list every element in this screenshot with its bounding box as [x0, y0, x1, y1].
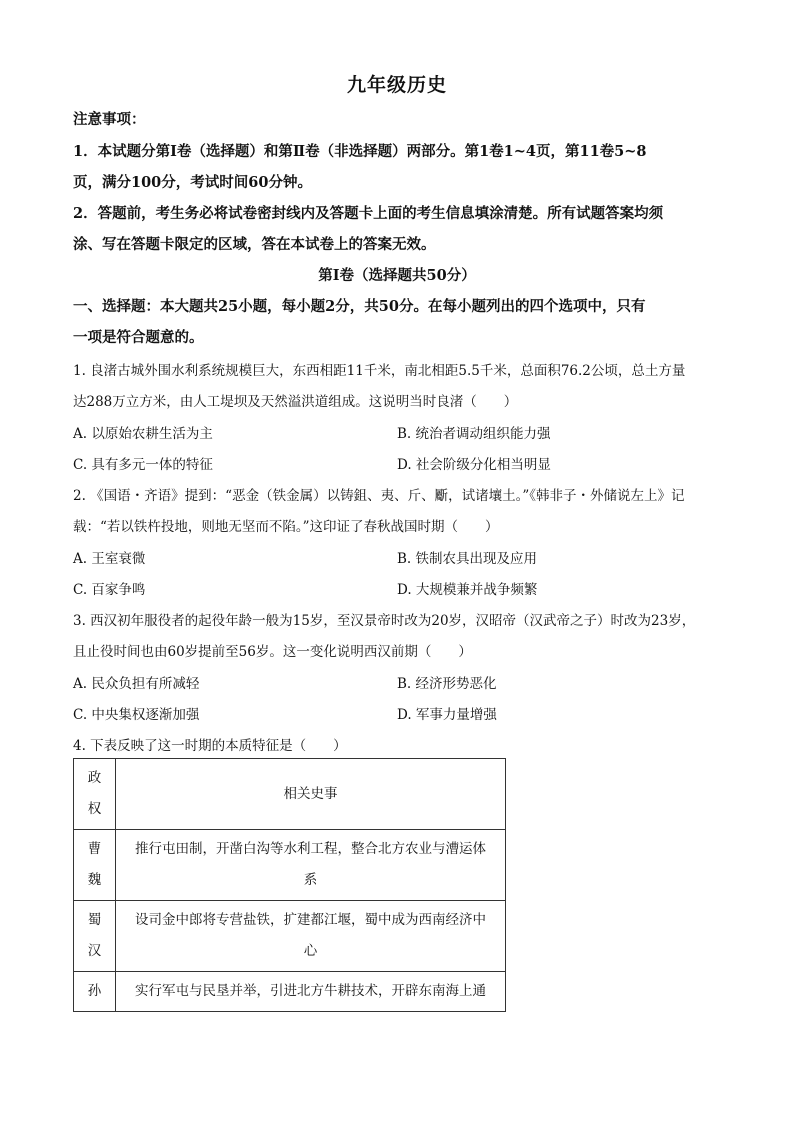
part-1-instruction-line-1: 一、选择题：本大题共25小题，每小题2分，共50分。在每小题列出的四个选项中，只有 — [73, 298, 646, 315]
regime-char-1: 蜀 — [87, 912, 102, 928]
question-1-stem-line-1: 1. 良渚古城外围水利系统规模巨大，东西相距11千米，南北相距5.5千米，总面积76.2公顷，总土方量 — [73, 363, 686, 379]
table-cell-events — [116, 901, 506, 972]
notice-item-2-line-2: 涂、写在答题卡限定的区域，答在本试卷上的答案无效。 — [73, 236, 436, 253]
question-3-option-b: B. 经济形势恶化 — [397, 676, 497, 692]
question-1-option-d: D. 社会阶级分化相当明显 — [397, 457, 551, 473]
question-3-stem-line-2: 且止役时间也由60岁提前至56岁。这一变化说明西汉前期（ ） — [73, 644, 472, 660]
regime-char-1: 曹 — [87, 841, 102, 857]
table-cell-events — [116, 972, 506, 1012]
notice-heading: 注意事项： — [73, 111, 146, 128]
events-line-2: 心 — [303, 943, 318, 959]
question-3-option-a: A. 民众负担有所减轻 — [73, 676, 200, 692]
table-header-regime-char-1: 政 — [87, 770, 102, 786]
table-cell-regime — [74, 901, 116, 972]
question-3-stem-line-1: 3. 西汉初年服役者的起役年龄一般为15岁，至汉景帝时改为20岁，汉昭帝（汉武帝之子）时改为23岁， — [73, 613, 696, 629]
question-2-option-d: D. 大规模兼并战争频繁 — [397, 582, 538, 598]
table-header-regime-char-2: 权 — [87, 801, 102, 817]
notice-item-1-line-2: 页，满分100分，考试时间60分钟。 — [73, 174, 312, 191]
notice-item-2-line-1: 2．答题前，考生务必将试卷密封线内及答题卡上面的考生信息填涂清楚。所有试题答案均须 — [73, 205, 664, 222]
section-1-title: 第Ⅰ卷（选择题共50分） — [318, 267, 476, 284]
events-line-1: 实行军屯与民垦并举，引进北方牛耕技术，开辟东南海上通 — [135, 983, 486, 999]
question-1-option-a: A. 以原始农耕生活为主 — [73, 426, 213, 442]
question-2-option-c: C. 百家争鸣 — [73, 582, 146, 598]
question-3-option-c: C. 中央集权逐渐加强 — [73, 707, 200, 723]
question-3-option-d: D. 军事力量增强 — [397, 707, 497, 723]
events-line-1: 推行屯田制，开凿白沟等水利工程，整合北方农业与漕运体 — [135, 841, 486, 857]
question-4-stem: 4. 下表反映了这一时期的本质特征是（ ） — [73, 738, 347, 754]
notice-item-1-line-1: 1．本试题分第Ⅰ卷（选择题）和第Ⅱ卷（非选择题）两部分。第1卷1~4页，第11卷5~8 — [73, 143, 647, 160]
question-2-stem-line-1: 2. 《国语・齐语》提到：“恶金（铁金属）以铸鉏、夷、斤、斸，试诸壤土。”《韩非子・外储说左上》记 — [73, 488, 685, 504]
events-line-1: 设司金中郎将专营盐铁，扩建都江堰，蜀中成为西南经济中 — [135, 912, 486, 928]
page-title: 九年级历史 — [346, 74, 447, 96]
question-1-stem-line-2: 达288万立方米，由人工堤坝及天然溢洪道组成。这说明当时良渚（ ） — [73, 394, 518, 410]
table-cell-regime — [74, 830, 116, 901]
question-1-option-c: C. 具有多元一体的特征 — [73, 457, 213, 473]
question-2-option-a: A. 王室衰微 — [73, 551, 146, 567]
question-2-option-b: B. 铁制农具出现及应用 — [397, 551, 538, 567]
table-row — [74, 901, 506, 972]
regime-char-2: 汉 — [87, 943, 102, 959]
question-1-option-b: B. 统治者调动组织能力强 — [397, 426, 551, 442]
table-header-regime — [74, 759, 116, 830]
table-row — [74, 830, 506, 901]
regime-char-1: 孙 — [87, 983, 102, 999]
table-header-events: 相关史事 — [116, 759, 506, 830]
events-line-2: 系 — [303, 872, 318, 888]
regime-char-2: 魏 — [87, 872, 102, 888]
table-cell-events — [116, 830, 506, 901]
table-header-row — [74, 759, 506, 830]
table-cell-regime — [74, 972, 116, 1012]
history-table — [73, 758, 506, 1012]
part-1-instruction-line-2: 一项是符合题意的。 — [73, 329, 204, 346]
table-row — [74, 972, 506, 1012]
question-2-stem-line-2: 载：“若以铁杵投地，则地无坚而不陷。”这印证了春秋战国时期（ ） — [73, 519, 499, 535]
